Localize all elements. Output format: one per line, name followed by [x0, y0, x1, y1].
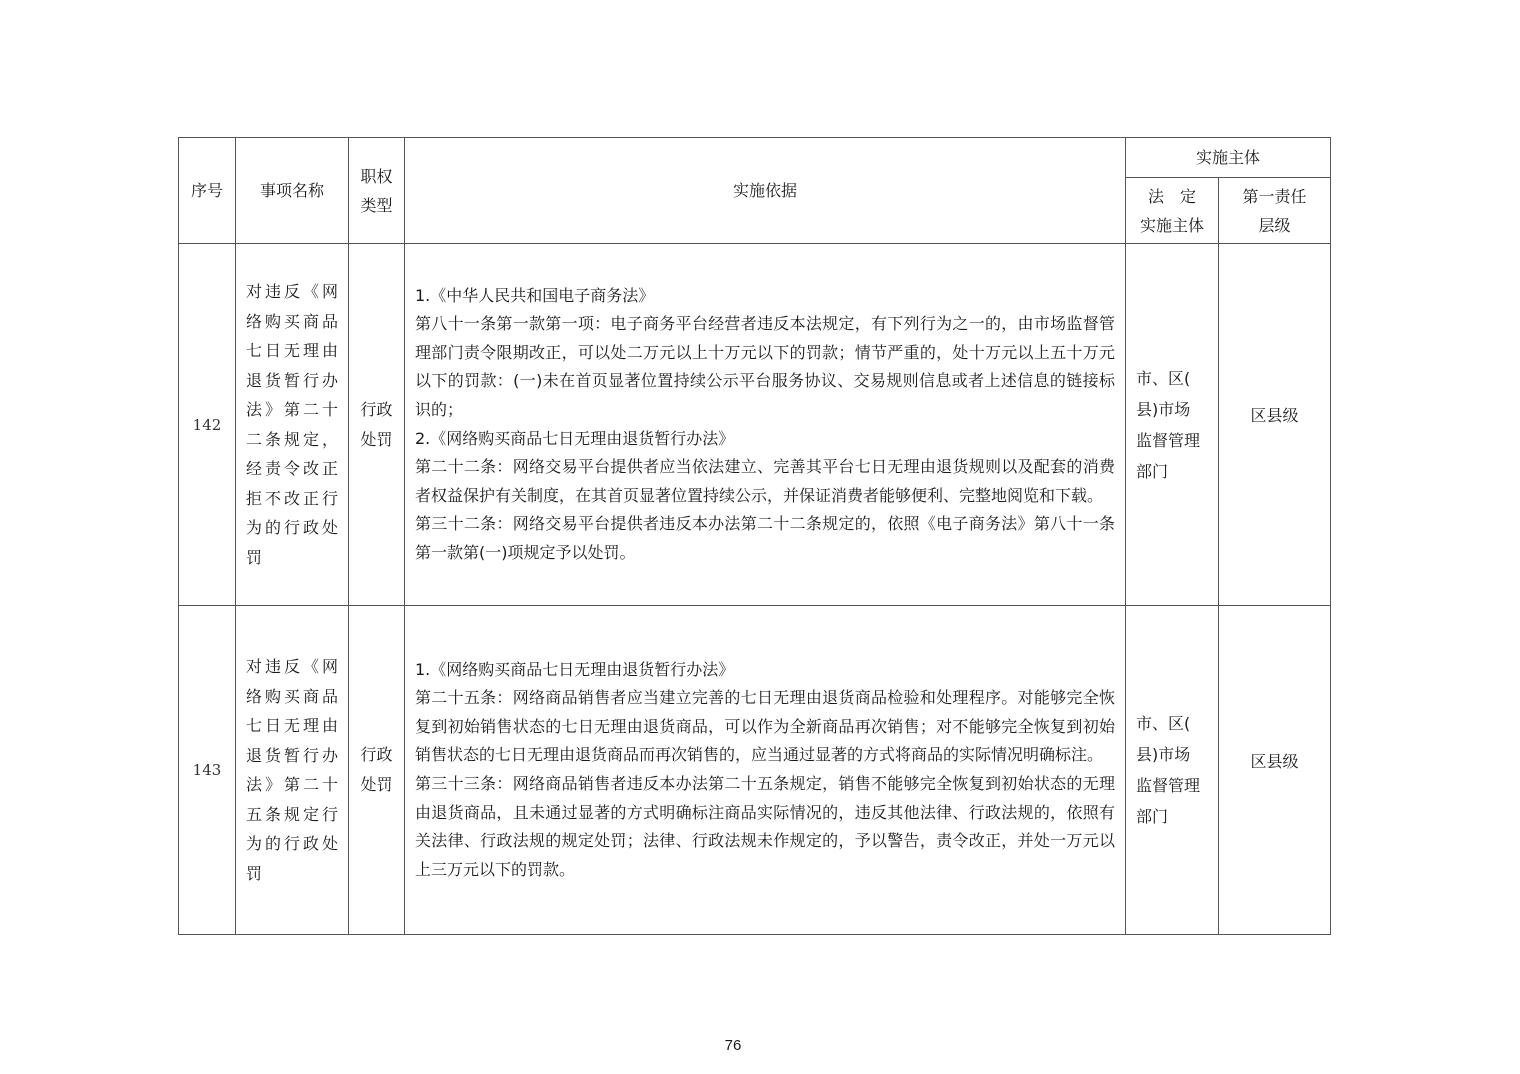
row-power-type: [349, 606, 405, 935]
legal-subject-line: 市、区(: [1136, 368, 1191, 388]
name-line: 络购买商品: [246, 686, 338, 706]
first-level-text: 区县级: [1250, 751, 1299, 771]
name-line: 罚: [246, 863, 263, 883]
first-level-text: 区县级: [1250, 406, 1299, 425]
type-line2: 处罚: [360, 429, 393, 449]
header-legal-subject: [1126, 178, 1219, 244]
name-line: 络购买商品: [246, 311, 338, 331]
row-item-name: [236, 606, 349, 935]
name-line: 七日无理由: [246, 341, 338, 360]
name-line: 退货暂行办: [246, 745, 338, 765]
header-power-type-line1: 职权: [360, 166, 393, 186]
type-line2: 处罚: [360, 775, 393, 794]
authority-table: [178, 137, 1331, 935]
name-line: 退货暂行办: [246, 370, 338, 390]
header-legal-subject-line1: 法 定: [1147, 186, 1196, 206]
name-line: 经责令改正: [246, 459, 338, 478]
name-line: 罚: [246, 547, 263, 567]
row-first-level: [1219, 244, 1331, 606]
row-first-level: [1219, 606, 1331, 935]
name-line: 七日无理由: [246, 716, 338, 735]
basis-paragraph: 1.《网络购买商品七日无理由退货暂行办法》: [415, 659, 735, 679]
header-item-name: 事项名称: [236, 138, 349, 244]
name-line: 法》第二十: [246, 400, 338, 419]
row-item-name: [236, 244, 349, 606]
basis-paragraph: 第八十一条第一款第一项：电子商务平台经营者违反本法规定，有下列行为之一的，由市场监督管理部门责令限期改正，可以处二万元以上十万元以下的罚款；情节严重的，处十万元以上五十万元以下的罚款：(一)未在首页显著位置持续公示平台服务协议、交易规则信息或者上述信息的链接标识的；: [415, 314, 1115, 419]
row-legal-subject: [1126, 244, 1219, 606]
row-serial: 142: [179, 244, 236, 606]
row-power-type: [349, 244, 405, 606]
legal-subject-line: 部门: [1136, 461, 1169, 481]
header-first-level: [1219, 178, 1331, 244]
name-line: 对违反《网: [246, 657, 338, 676]
header-serial: 序号: [179, 138, 236, 244]
row-basis: [405, 244, 1126, 606]
name-line: 拒不改正行: [246, 488, 338, 508]
basis-paragraph: 1.《中华人民共和国电子商务法》: [415, 285, 655, 305]
header-first-level-line1: 第一责任: [1242, 186, 1307, 206]
type-line1: 行政: [360, 399, 393, 419]
name-line: 二条规定，: [246, 429, 338, 449]
legal-subject-line: 县)市场: [1136, 745, 1191, 764]
table-row: [179, 244, 1331, 606]
page-number: 76: [724, 1037, 742, 1054]
legal-subject-line: 市、区(: [1136, 714, 1191, 733]
header-first-level-line2: 层级: [1258, 215, 1291, 235]
legal-subject-line: 监督管理: [1136, 430, 1201, 450]
name-line: 对违反《网: [246, 282, 338, 301]
header-power-type-line2: 类型: [360, 195, 393, 215]
basis-paragraph: 第二十二条：网络交易平台提供者应当依法建立、完善其平台七日无理由退货规则以及配套的消费者权益保护有关制度，在其首页显著位置持续公示，并保证消费者能够便利、完整地阅览和下载。: [415, 457, 1115, 505]
legal-subject-line: 监督管理: [1136, 776, 1201, 795]
basis-paragraph: 第二十五条：网络商品销售者应当建立完善的七日无理由退货商品检验和处理程序。对能够完全恢复到初始销售状态的七日无理由退货商品，可以作为全新商品再次销售；对不能够完全恢复到初始销售状态的七日无理由退货商品而再次销售的，应当通过显著的方式将商品的实际情况明确标注。: [415, 688, 1115, 765]
name-line: 法》第二十: [246, 775, 338, 794]
header-row-1: [179, 138, 1331, 178]
legal-subject-line: 部门: [1136, 807, 1169, 826]
header-basis: 实施依据: [405, 138, 1126, 244]
basis-paragraph: 2.《网络购买商品七日无理由退货暂行办法》: [415, 428, 735, 448]
header-legal-subject-line2: 实施主体: [1139, 215, 1204, 235]
name-line: 为的行政处: [246, 834, 338, 853]
header-power-type: [349, 138, 405, 244]
table-row: [179, 606, 1331, 935]
legal-subject-line: 县)市场: [1136, 399, 1191, 419]
name-line: 五条规定行: [246, 804, 338, 824]
row-basis: [405, 606, 1126, 935]
basis-paragraph: 第三十三条：网络商品销售者违反本办法第二十五条规定，销售不能够完全恢复到初始状态的无理由退货商品，且未通过显著的方式明确标注商品实际情况的，违反其他法律、行政法规的，依照有关法律、行政法规的规定处罚；法律、行政法规未作规定的，予以警告，责令改正，并处一万元以上三万元以下的罚款。: [415, 774, 1115, 879]
row-serial: 143: [179, 606, 236, 935]
row-legal-subject: [1126, 606, 1219, 935]
header-subject: 实施主体: [1126, 138, 1331, 178]
basis-paragraph: 第三十二条：网络交易平台提供者违反本办法第二十二条规定的，依照《电子商务法》第八十一条第一款第(一)项规定予以处罚。: [415, 514, 1115, 562]
type-line1: 行政: [360, 745, 393, 764]
name-line: 为的行政处: [246, 518, 338, 537]
